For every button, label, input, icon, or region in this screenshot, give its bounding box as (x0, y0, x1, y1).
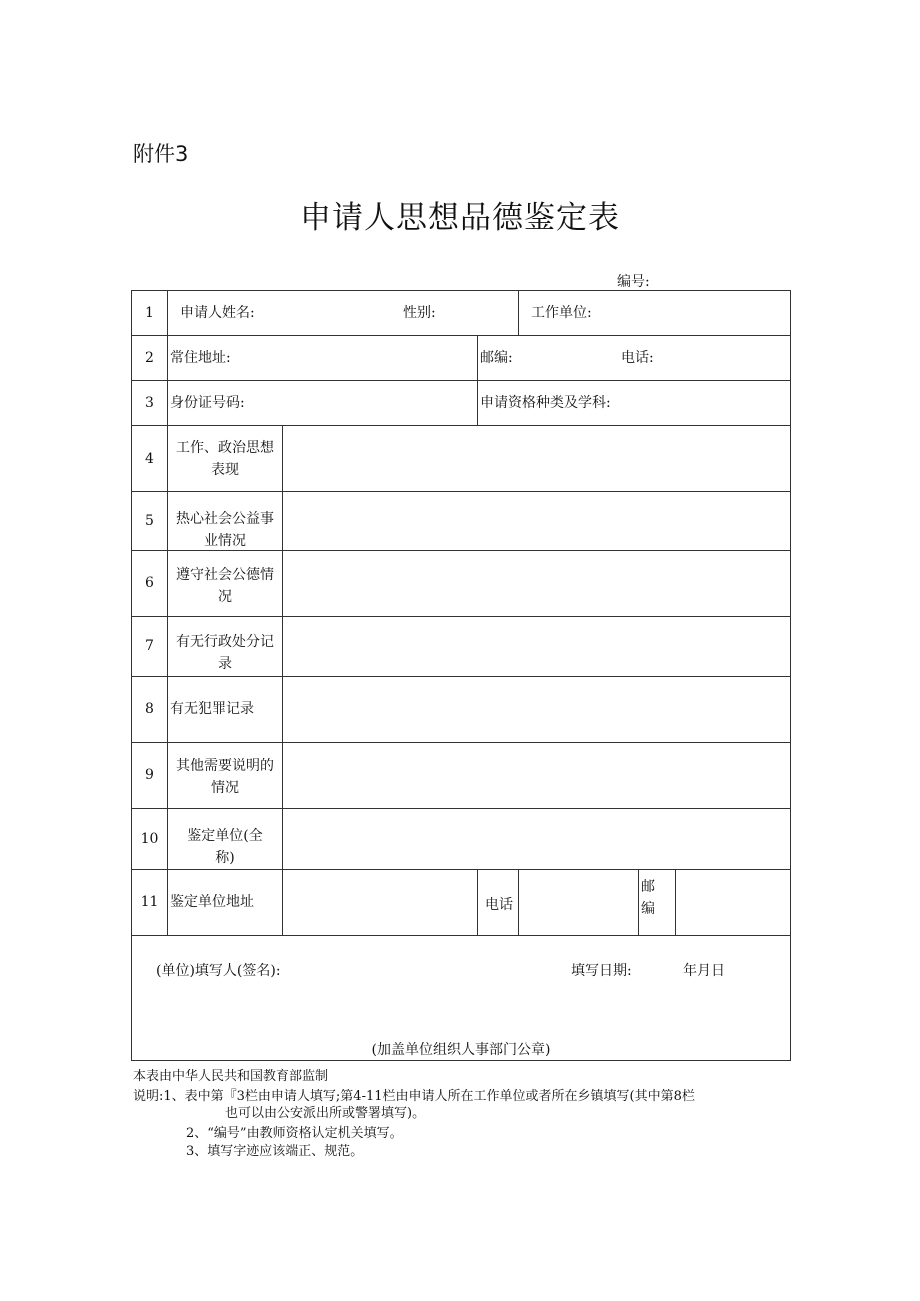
appraisal-phone-label: 电话 (485, 897, 513, 913)
appraisal-unit-address-label: 鉴定单位地址 (170, 894, 254, 910)
fill-date-label: 填写日期: (571, 963, 632, 979)
row-number: 1 (145, 305, 154, 321)
row-number: 2 (145, 350, 154, 366)
column-divider (518, 290, 519, 335)
phone-label: 电话: (621, 350, 654, 366)
criminal-record-label: 有无犯罪记录 (170, 701, 254, 717)
row-divider (131, 425, 791, 426)
column-divider (282, 425, 283, 935)
row-divider (131, 869, 791, 870)
qualification-label: 申请资格种类及学科: (480, 395, 611, 411)
row-number: 8 (145, 701, 154, 717)
supervisor-note: 本表由中华人民共和国教育部监制 (133, 1069, 329, 1084)
instruction-1: 说明:1、表中第『3栏由申请人填写;第4-11栏由申请人所在工作单位或者所在乡镇填写(其中第8栏 (133, 1089, 695, 1104)
row-number: 6 (145, 575, 154, 591)
postcode-label: 邮编: (480, 350, 513, 366)
row-divider (131, 676, 791, 677)
column-divider (675, 869, 676, 935)
public-welfare-label: 热心社会公益事 业情况 (176, 511, 274, 549)
row-divider (131, 616, 791, 617)
work-political-label: 工作、政治思想 表现 (176, 440, 274, 478)
attachment-label: 附件3 (133, 142, 189, 166)
row-number: 3 (145, 395, 154, 411)
gender-label: 性别: (403, 305, 436, 321)
row-number: 10 (140, 831, 159, 847)
social-morality-label: 遵守社会公德情 况 (176, 567, 274, 605)
instruction-3: 3、填写字迹应该端正、规范。 (186, 1144, 364, 1159)
appraisal-unit-label: 鉴定单位(全 称) (187, 828, 263, 866)
seal-note: (加盖单位组织人事部门公章) (371, 1042, 551, 1058)
row-divider (131, 935, 791, 936)
row-divider (131, 491, 791, 492)
filler-signature-label: (单位)填写人(签名): (156, 963, 281, 979)
page-title: 申请人思想品德鉴定表 (300, 200, 620, 236)
appraisal-postcode-label: 邮 编 (641, 879, 655, 917)
administrative-penalty-label: 有无行政处分记 录 (176, 634, 274, 672)
row-divider (131, 335, 791, 336)
column-divider (477, 335, 478, 425)
id-number-label: 身份证号码: (170, 395, 245, 411)
applicant-name-label: 申请人姓名: (180, 305, 255, 321)
row-divider (131, 380, 791, 381)
column-divider (477, 869, 478, 935)
table-border-top (131, 290, 791, 291)
row-number: 5 (145, 513, 154, 529)
column-divider (518, 869, 519, 935)
other-notes-label: 其他需要说明的 情况 (176, 758, 274, 796)
row-divider (131, 742, 791, 743)
row-number: 9 (145, 767, 154, 783)
address-label: 常住地址: (170, 350, 231, 366)
work-unit-label: 工作单位: (531, 305, 592, 321)
row-number: 11 (140, 894, 159, 910)
row-divider (131, 808, 791, 809)
row-number: 7 (145, 638, 154, 654)
instruction-1-continued: 也可以由公安派出所或警署填写)。 (225, 1106, 426, 1121)
year-month-day-label: 年月日 (683, 963, 725, 979)
serial-number-label: 编号: (617, 274, 650, 290)
column-divider (638, 869, 639, 935)
row-number: 4 (145, 451, 154, 467)
instruction-2: 2、“编号”由教师资格认定机关填写。 (186, 1126, 403, 1141)
